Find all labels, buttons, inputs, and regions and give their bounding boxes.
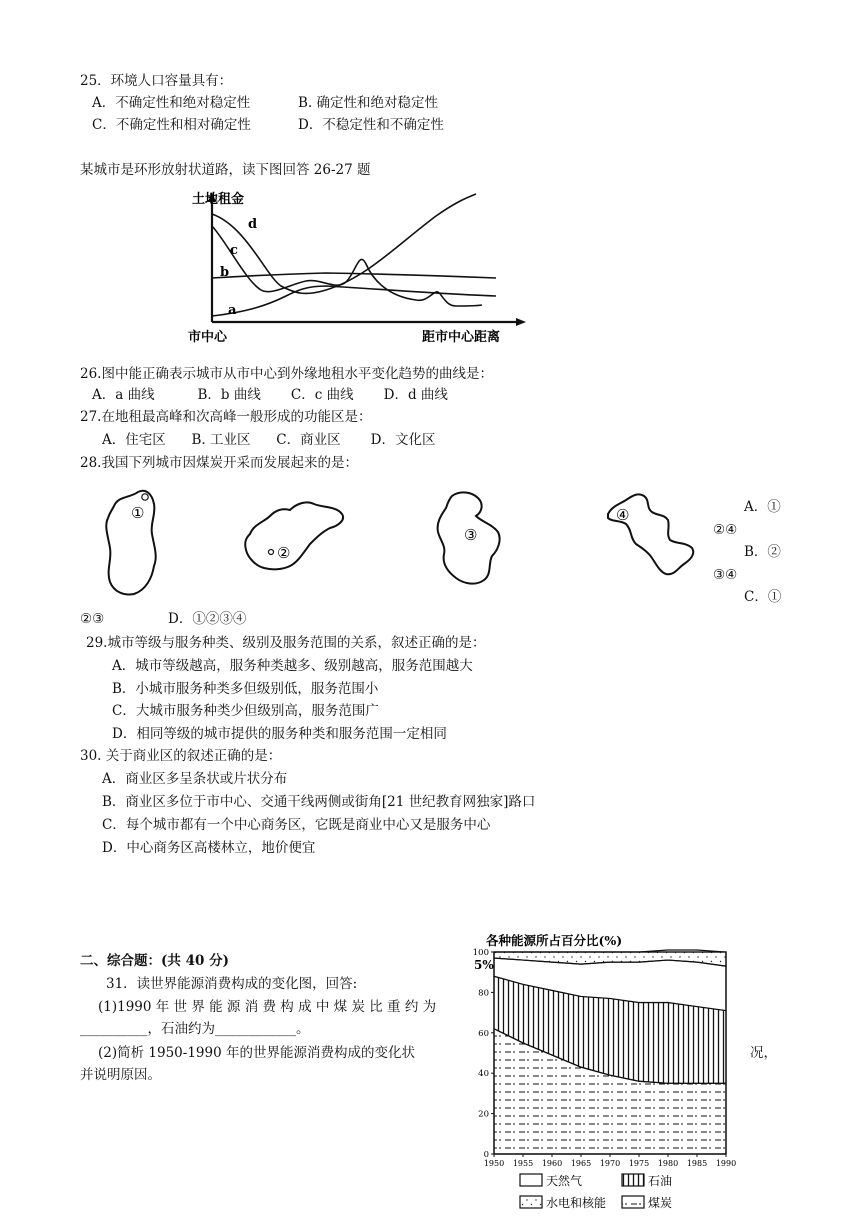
q31-part1-line1: (1)1990 年 世 界 能 源 消 费 构 成 中 煤 炭 比 重 约 为 <box>98 999 437 1015</box>
map-4 <box>604 488 704 580</box>
legend-hydro-nuclear-swatch <box>520 1196 542 1208</box>
label-d: d <box>248 217 258 232</box>
q28-option-d: D．①②③④ <box>168 611 247 627</box>
q31-part2-line2: 并说明原因。 <box>80 1067 161 1083</box>
y-tick-label: 0 <box>483 1150 489 1160</box>
map-1-label: ① <box>131 504 145 522</box>
x-tick-label: 1975 <box>628 1159 650 1168</box>
rent-x-label: 距市中心距离 <box>422 330 501 345</box>
q27-stem: 27.在地租最高峰和次高峰一般形成的功能区是： <box>80 409 372 425</box>
q28-option-a-cont: ②④ <box>713 522 738 538</box>
rent-x-origin: 市中心 <box>188 330 228 345</box>
q31-part2-line1: (2)简析 1950-1990 年的世界能源消费构成的变化状 <box>98 1045 415 1061</box>
land-rent-chart <box>186 186 538 348</box>
y-tick-label: 20 <box>478 1109 489 1120</box>
q25-option-c: C．不确定性和相对确定性 <box>92 117 251 133</box>
q29-option-a: A．城市等级越高，服务种类越多、级别越高，服务范围越大 <box>112 658 473 674</box>
y-tick-label: 60 <box>478 1028 489 1039</box>
q27-options: A．住宅区 B. 工业区 C．商业区 D．文化区 <box>102 432 436 448</box>
q30-option-d: D．中心商务区高楼林立，地价便宜 <box>102 840 316 856</box>
x-tick-label: 1955 <box>512 1159 534 1168</box>
intro-26-27: 某城市是环形放射状道路，读下图回答 26-27 题 <box>80 162 371 178</box>
q30-stem: 30. 关于商业区的叙述正确的是： <box>80 748 282 764</box>
map-3 <box>432 488 506 588</box>
q29-option-d: D．相同等级的城市提供的服务种类和服务范围一定相同 <box>112 726 447 742</box>
q29-option-c: C．大城市服务种类少但级别高，服务范围广 <box>112 703 379 719</box>
legend-hydro-nuclear: 水电和核能 <box>546 1196 607 1210</box>
energy-title: 各种能源所占百分比(%) <box>486 933 623 948</box>
energy-consumption-chart <box>462 928 752 1216</box>
curve-d <box>212 194 476 293</box>
q28-option-c-cont: ②③ <box>80 611 105 627</box>
legend-oil-swatch <box>622 1174 644 1186</box>
legend-coal: 煤炭 <box>648 1196 673 1210</box>
q28-stem: 28.我国下列城市因煤炭开采而发展起来的是： <box>80 455 358 471</box>
legend-oil: 石油 <box>648 1174 673 1188</box>
q28-option-c: C．① <box>744 589 782 605</box>
x-tick-label: 1970 <box>599 1159 621 1168</box>
map-1 <box>100 484 164 600</box>
y-tick-label: 100 <box>472 948 489 958</box>
label-b: b <box>220 265 230 280</box>
q25-stem: 25．环境人口容量具有： <box>80 73 233 89</box>
q31-part1-line2: __________，石油约为____________。 <box>80 1021 310 1037</box>
map-2-label: ② <box>277 544 291 562</box>
x-tick-label: 1990 <box>715 1159 737 1168</box>
q26-stem: 26.图中能正确表示城市从市中心到外缘地租水平变化趋势的曲线是： <box>80 366 493 382</box>
legend-coal-swatch <box>622 1196 644 1208</box>
y-tick-label: 40 <box>478 1069 489 1080</box>
x-tick-label: 1965 <box>570 1159 592 1168</box>
x-tick-label: 1950 <box>483 1159 505 1168</box>
q30-option-a: A．商业区多呈条状或片状分布 <box>102 771 288 787</box>
rent-y-label: 土地租金 <box>192 192 245 207</box>
curve-a <box>212 286 496 316</box>
q25-option-b: B. 确定性和绝对稳定性 <box>298 95 439 111</box>
label-c: c <box>230 243 238 258</box>
x-tick-label: 1960 <box>541 1159 563 1168</box>
energy-annotation: 5% <box>474 958 494 972</box>
q25-option-d: D．不稳定性和不确定性 <box>298 117 444 133</box>
q25-option-a: A．不确定性和绝对稳定性 <box>92 95 251 111</box>
x-tick-label: 1980 <box>657 1159 679 1168</box>
q31-part2-tail: 况， <box>750 1045 777 1061</box>
q26-options: A．a 曲线 B．b 曲线 C．c 曲线 D．d 曲线 <box>92 387 448 403</box>
legend-gas-swatch <box>520 1174 542 1186</box>
label-a: a <box>228 303 237 318</box>
q28-option-b: B．② <box>744 544 781 560</box>
q29-stem: 29.城市等级与服务种类、级别及服务范围的关系，叙述正确的是： <box>86 635 486 651</box>
section2-title: 二、综合题：(共 40 分) <box>80 953 229 969</box>
map-2 <box>240 496 350 578</box>
q28-option-b-cont: ③④ <box>713 567 738 583</box>
q31-stem: 31．读世界能源消费构成的变化图，回答: <box>106 976 358 992</box>
q29-option-b: B．小城市服务种类多但级别低，服务范围小 <box>112 681 379 697</box>
y-tick-label: 80 <box>478 988 489 999</box>
map-3-label: ③ <box>464 526 478 544</box>
legend-gas: 天然气 <box>546 1174 583 1188</box>
q30-option-c: C．每个城市都有一个中心商务区，它既是商业中心又是服务中心 <box>102 817 491 833</box>
q28-option-a: A．① <box>744 499 781 515</box>
x-tick-label: 1985 <box>686 1159 708 1168</box>
q30-option-b: B．商业区多位于市中心、交通干线两侧或街角[21 世纪教育网独家]路口 <box>102 794 536 810</box>
map-4-label: ④ <box>616 506 630 524</box>
